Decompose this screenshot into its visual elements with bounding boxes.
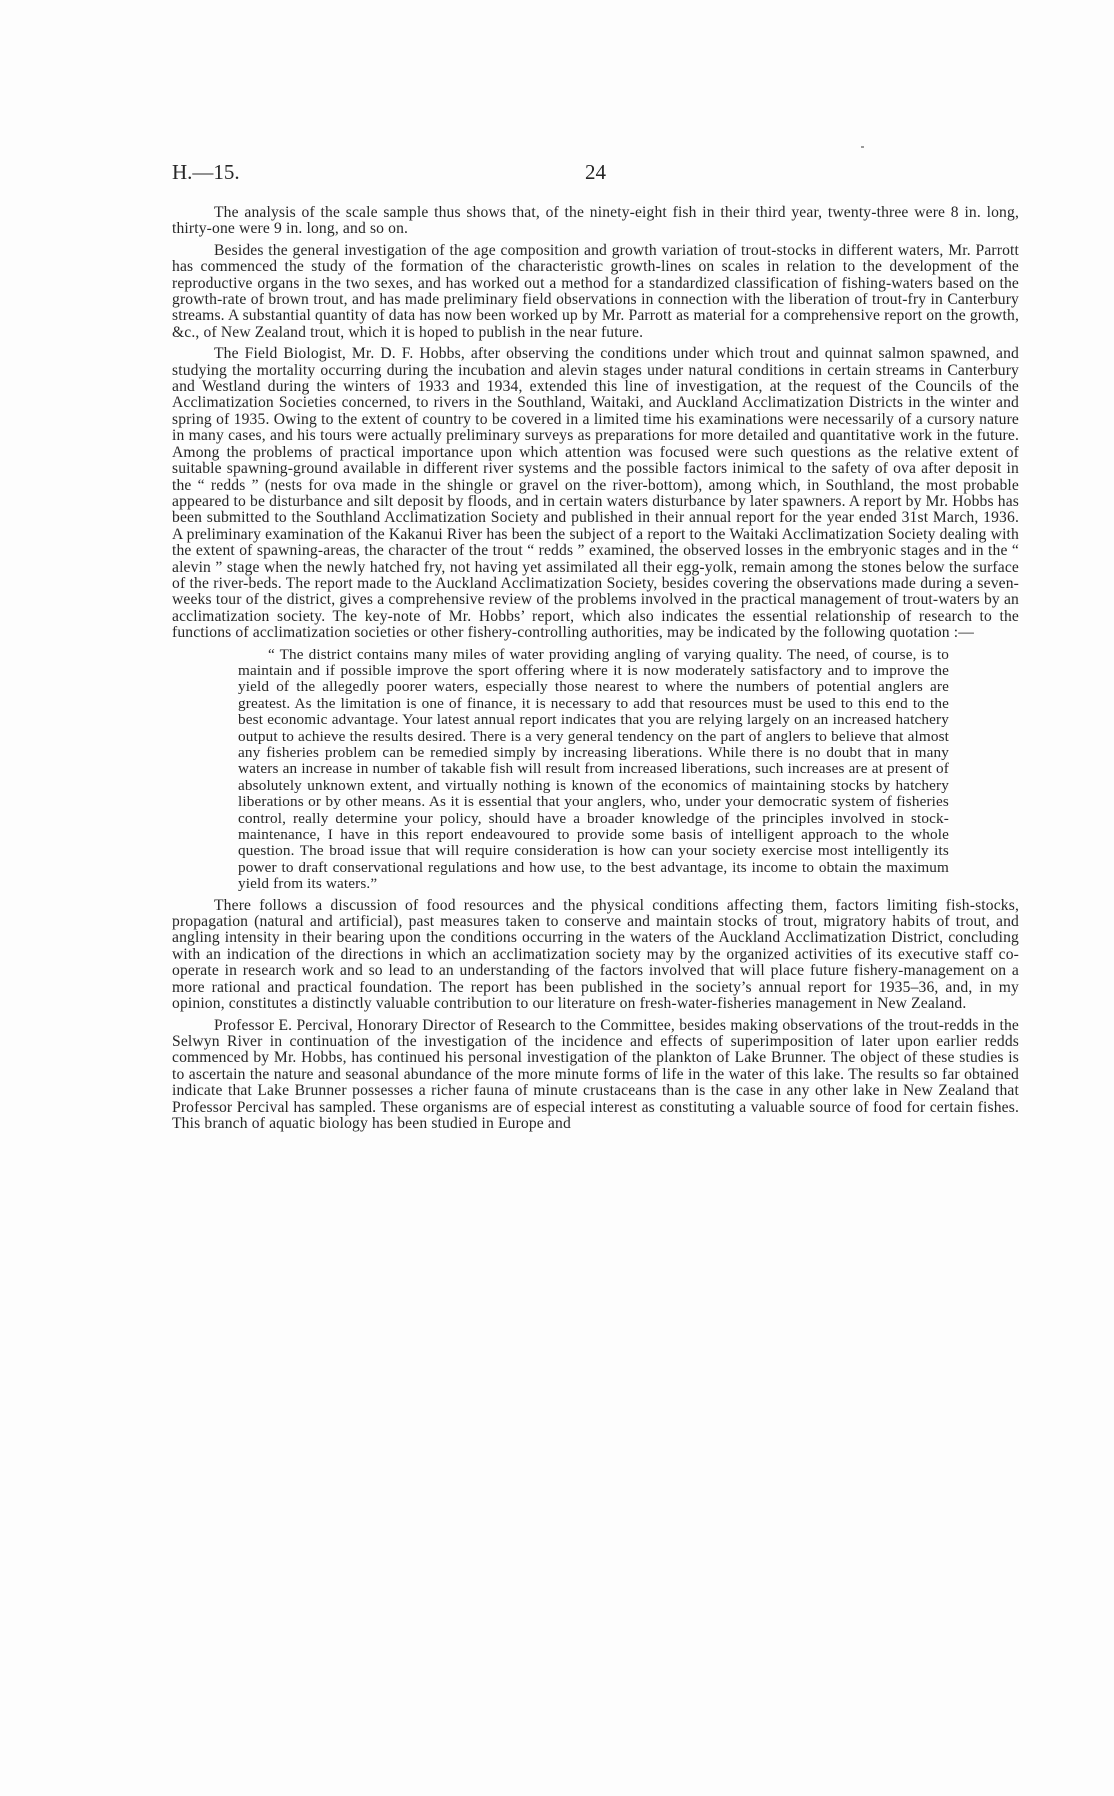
body-text: [172, 205, 1019, 1137]
page-header: [172, 160, 1019, 190]
paragraph-report-discussion: There follows a discussion of food resources and the physical conditions affecting them, factors limiting fish-stocks, propagation (natural and artificial), past measures taken to conserve and maintain stocks of trout, migratory habits of trout, and angling intensity in their bearing upon the conditions occurring in the waters of the Auckland Acclimatization District, concluding with an indication of the directions in which an acclimatization society may by the organized activities of its executive staff co-operate in research work and so lead to an understanding of the factors involved that will place future fishery-management on a more rational and practical foundation. The report has been published in the society’s annual report for 1935–36, and, in my opinion, constitutes a distinctly valuable contribution to our literature on fresh-water-fisheries management in New Zealand.: [172, 896, 1019, 1013]
paragraph-scale-sample: The analysis of the scale sample thus shows that, of the ninety-eight fish in their third year, twenty-three were 8 in. long, thirty-one were 9 in. long, and so on.: [172, 204, 1019, 238]
page-number: 24: [585, 160, 606, 184]
paragraph-percival-research: Professor E. Percival, Honorary Director of Research to the Committee, besides making observations of the trout-redds in the Selwyn River in continuation of the investigation of the incidence and effects of superimposition of later upon earlier redds commenced by Mr. Hobbs, has continued his personal investigation of the plankton of Lake Brunner. The object of these studies is to ascertain the nature and seasonal abundance of the more minute forms of life in the water of this lake. The results so far obtained indicate that Lake Brunner possesses a richer fauna of minute crustaceans than is the case in any other lake in New Zealand that Professor Percival has sampled. These organisms are of especial interest as constituting a valuable source of food for certain fishes. This branch of aquatic biology has been studied in Europe and: [172, 1016, 1019, 1132]
block-quotation: “ The district contains many miles of water providing angling of varying quality. The need, of course, is to maintain and if possible improve the sport offering where it is now moderately satisfactory and to improve the yield of the allegedly poorer waters, especially those nearest to where the numbers of potential anglers are greatest. As the limitation is one of finance, it is necessary to add that resources must be used to this end to the best economic advantage. Your latest annual report indicates that you are relying largely on an increased hatchery output to achieve the results desired. There is a very general tendency on the part of anglers to believe that almost any fisheries problem can be remedied simply by increasing liberations. While there is no doubt that in many waters an increase in number of takable fish will result from increased liberations, such increases are at present of absolutely unknown extent, and virtually nothing is known of the economics of maintaining stocks by hatchery liberations or by other means. As it is essential that your anglers, who, under your democratic system of fisheries control, really determine your policy, should have a broader knowledge of the principles involved in stock-maintenance, I have in this report endeavoured to provide some basis of intelligent approach to the whole question. The broad issue that will require consideration is how can your society exercise most intelligently its power to draft conservational regulations and how use, to the best advantage, its income to obtain the maximum yield from its waters.”: [238, 645, 949, 893]
paragraph-parrott-investigation: Besides the general investigation of the age composition and growth variation of trout-stocks in different waters, Mr. Parrott has commenced the study of the formation of the characteristic growth-lines on scales in relation to the development of the reproductive organs in the two sexes, and has worked out a method for a standardized classification of fishing-waters based on the growth-rate of brown trout, and has made preliminary field observations in connection with the liberation of trout-fry in Canterbury streams. A substantial quantity of data has now been worked up by Mr. Parrott as material for a comprehensive report on the growth, &c., of New Zealand trout, which it is hoped to publish in the near future.: [172, 241, 1019, 341]
scan-mark: [861, 146, 864, 148]
report-series-code: H.—15.: [172, 160, 240, 184]
paragraph-hobbs-field-work: The Field Biologist, Mr. D. F. Hobbs, after observing the conditions under which trout and quinnat salmon spawned, and studying the mortality occurring during the incubation and alevin stages under natural conditions in certain streams in Canterbury and Westland during the winters of 1933 and 1934, extended this line of investigation, at the request of the Councils of the Acclimatization Societies concerned, to rivers in the Southland, Waitaki, and Auckland Acclimatization Districts in the winter and spring of 1935. Owing to the extent of country to be covered in a limited time his examinations were necessarily of a cursory nature in many cases, and his tours were actually preliminary surveys as preparations for more detailed and quantitative work in the future. Among the problems of practical importance upon which attention was focused were such questions as the relative extent of suitable spawning-ground available in different river systems and the possible factors inimical to the safety of ova after deposit in the “ redds ” (nests for ova made in the shingle or gravel on the river-bottom), among which, in Southland, the most probable appeared to be disturbance and silt deposit by floods, and in certain waters disturbance by later spawners. A report by Mr. Hobbs has been submitted to the Southland Acclimatization Society and published in their annual report for the year ended 31st March, 1936. A preliminary examination of the Kakanui River has been the subject of a report to the Waitaki Acclimatization Society dealing with the extent of spawning-areas, the character of the trout “ redds ” examined, the observed losses in the embryonic stages and in the “ alevin ” stage when the newly hatched fry, not having yet assimilated all their egg-yolk, remain among the stones below the surface of the river-beds. The report made to the Auckland Acclimatization Society, besides covering the observations made during a seven-weeks tour of the district, gives a comprehensive review of the problems involved in the practical management of trout-waters by an acclimatization society. The key-note of Mr. Hobbs’ report, which also indicates the essential relationship of research to the functions of acclimatization societies or other fishery-controlling authorities, may be indicated by the following quotation :—: [172, 345, 1019, 642]
